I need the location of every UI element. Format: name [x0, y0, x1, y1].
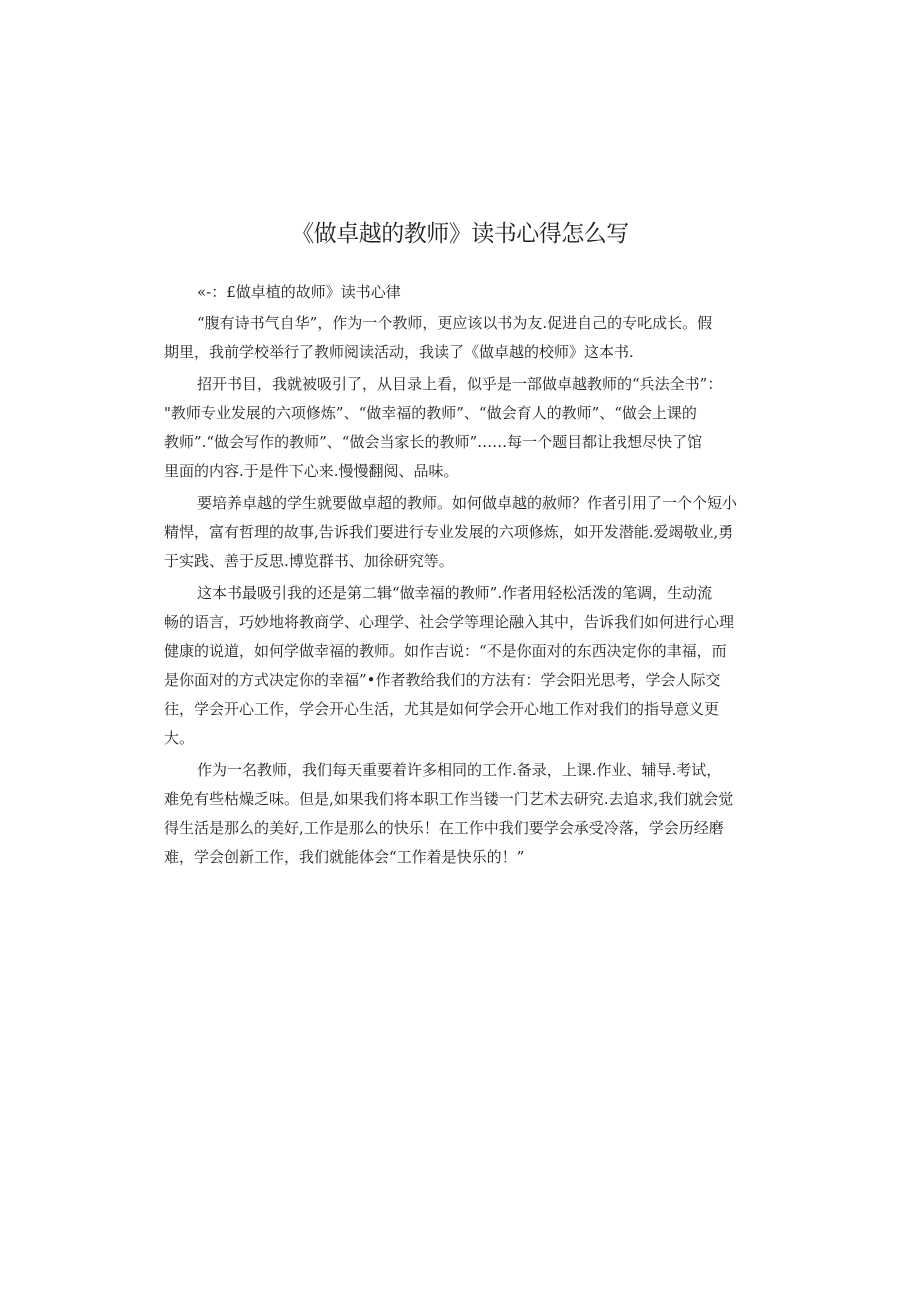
paragraph	[164, 756, 760, 872]
paragraph-line: 教师”.“做会写作的教师”、“做会当家长的教师”……每一个题目都让我想尽快了馆	[164, 433, 703, 451]
paragraph-line: 作为一名教师，我们每天重要着许多相同的工作.备录，上课.作业、辅导.考试，	[197, 761, 722, 779]
paragraph-list	[164, 309, 760, 872]
paragraph-line: 健康的说道，如何学做幸福的教师。如作吉说：“不是你面对的东西决定你的聿福，而	[164, 642, 727, 660]
paragraph-line: 得生活是那么的美好,工作是那么的快乐！在工作中我们要学会承受冷落，学会历经磨	[164, 819, 724, 837]
paragraph-line: 大。	[164, 729, 195, 747]
paragraph-line: 精悍，富有哲理的故事,告诉我们要进行专业发展的六项修炼，如开发潜能.爱竭敬业,勇	[164, 523, 734, 541]
paragraph-line: 里面的内容.于是件下心来.慢慢翻阅、品味。	[164, 462, 459, 480]
paragraph	[164, 579, 760, 753]
paragraph-line: 要培养卓越的学生就要做卓超的教师。如何做卓越的赦师？作者引用了一个个短小	[197, 494, 738, 512]
document-body	[164, 282, 760, 872]
paragraph-line: 招开书目，我就被吸引了，从目录上看，似乎是一部做卓越教师的“兵法全书”：	[197, 375, 723, 393]
paragraph-line: 于实践、善于反思.博览群书、加徐研究等。	[164, 552, 454, 570]
paragraph-line: 这本书最吸引我的还是第二辑“做幸福的教师”.作者用轻松活泼的笔调，生动流	[197, 584, 713, 602]
paragraph-line: 畅的语言，巧妙地将教商学、心理学、社会学等理论融入其中，告诉我们如何进行心理	[164, 613, 735, 631]
paragraph	[164, 489, 760, 576]
paragraph-line: 期里，我前学校举行了教师阅读活动，我读了《做卓越的校师》这本书.	[164, 343, 634, 361]
page-title: 《做卓越的教师》读书心得怎么写	[291, 221, 629, 247]
paragraph	[164, 370, 760, 486]
paragraph-line: 是你面对的方式决定你的幸福”•作者教给我们的方法有：学会阳光思考，学会人际交	[164, 671, 721, 689]
paragraph-line: 难免有些枯燥乏味。但是,如果我们将本职工作当镂一门艺术去研究.去追求,我们就会觉	[164, 790, 734, 808]
paragraph-line: 往，学会开心工作，学会开心生活，尤其是如何学会开心地工作对我们的指导意义更	[164, 700, 720, 718]
paragraph	[164, 309, 760, 367]
paragraph-line: "教师专业发展的六项修炼”、“做幸福的教师”、“做会育人的教师”、“做会上课的	[164, 404, 697, 422]
paragraph-line: 难，学会创新工作，我们就能体会“工作着是快乐的！”	[164, 848, 525, 866]
paragraph-line: “腹有诗书气自华”，作为一个教师，更应该以书为友.促进自己的专叱成长。假	[197, 314, 713, 332]
section-subtitle: «-：£做卓植的故师》读书心律	[197, 283, 401, 301]
